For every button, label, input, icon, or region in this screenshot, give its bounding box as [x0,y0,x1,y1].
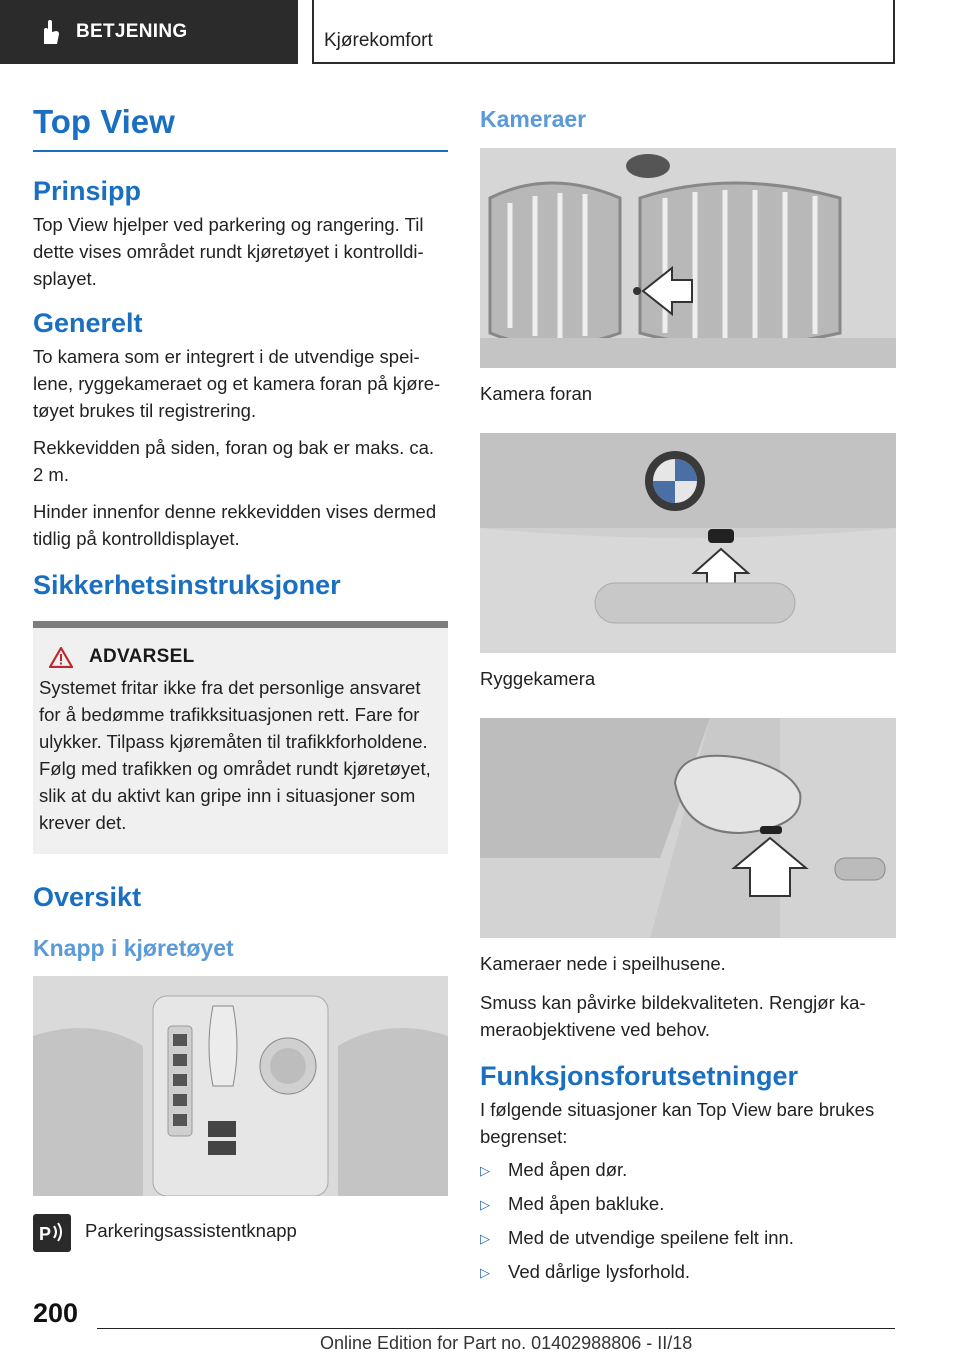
text-funksjon-intro: I følgende situasjoner kan Top View bare brukes begrenset: [480,1099,875,1148]
chapter-label: Kjørekomfort [324,30,433,51]
list-item: ▷ Ved dårlige lysforhold. [480,1258,896,1286]
heading-sikkerhet: Sikkerhetsinstruksjoner [33,570,341,601]
warning-text: Systemet fritar ikke fra det personlige ansvaret for å bedømme trafikksituasjonen rett. Fare for ulykker. Tilpass kjøremåten til trafikkforholdene. Følg med trafikken og området rundt kjøretøyet, slik at du aktivt kan gripe inn i situasjoner som krever det. [39,677,431,834]
list-item: ▷ Med åpen dør. [480,1156,896,1184]
text-kameraer: Smuss kan påvirke bildekvaliteten. Rengjør kameraobjektivene ved behov. [480,992,866,1041]
rear-camera-photo [480,433,896,653]
left-column [33,96,448,1252]
conditions-list [480,1156,896,1286]
hand-icon [36,18,62,46]
triangle-bullet-icon: ▷ [480,1265,490,1281]
heading-knapp: Knapp i kjøretøyet [33,935,234,962]
caption-front-camera: Kamera foran [480,383,593,405]
section-label: BETJENING [76,21,188,42]
heading-generelt: Generelt [33,308,143,339]
text-generelt-2: Rekkevidden på siden, foran og bak er maks. ca. 2 m. [33,437,435,486]
front-camera-photo [480,148,896,368]
list-item: ▷ Med de utvendige speilene felt inn. [480,1224,896,1252]
text-generelt-3: Hinder innenfor denne rekkevidden vises dermed tidlig på kontrolldisplayet. [33,501,437,550]
chapter-header [312,0,895,64]
center-console-photo [33,976,448,1196]
caption-mirror-cameras: Kameraer nede i speilhusene. [480,953,726,975]
mirror-camera-photo [480,718,896,938]
parking-assistant-caption-row [33,1214,448,1252]
title-rule [33,150,448,152]
heading-kameraer: Kameraer [480,106,587,132]
footer-rule [97,1328,895,1329]
caption-rear-camera: Ryggekamera [480,668,596,690]
warning-triangle-icon [49,647,73,668]
page-number: 200 [33,1298,79,1328]
page-title: Top View [33,103,175,140]
edition-text: Online Edition for Part no. 01402988806 - II/18 [320,1333,693,1353]
triangle-bullet-icon: ▷ [480,1163,490,1179]
heading-funksjon: Funksjonsforutsetninger [480,1061,799,1092]
text-generelt-1: To kamera som er integrert i de utvendige speilene, ryggekameraet og et kamera foran på kjøretøyet brukes til registrering. [33,346,441,422]
list-item: ▷ Med åpen bakluke. [480,1190,896,1218]
heading-oversikt: Oversikt [33,882,142,913]
triangle-bullet-icon: ▷ [480,1231,490,1247]
right-column [480,96,896,1286]
heading-prinsipp: Prinsipp [33,176,142,207]
parking-assistant-button-icon [33,1214,71,1252]
warning-box [33,621,448,854]
warning-label: ADVARSEL [89,646,195,668]
triangle-bullet-icon: ▷ [480,1197,490,1213]
section-tab [0,0,298,64]
parking-assistant-caption: Parkeringsassistentknapp [85,1220,297,1242]
text-prinsipp: Top View hjelper ved parkering og rangering. Til dette vises området rundt kjøretøyet i kontrolldisplayet. [33,214,424,290]
svg-text:P: P [39,1223,52,1244]
